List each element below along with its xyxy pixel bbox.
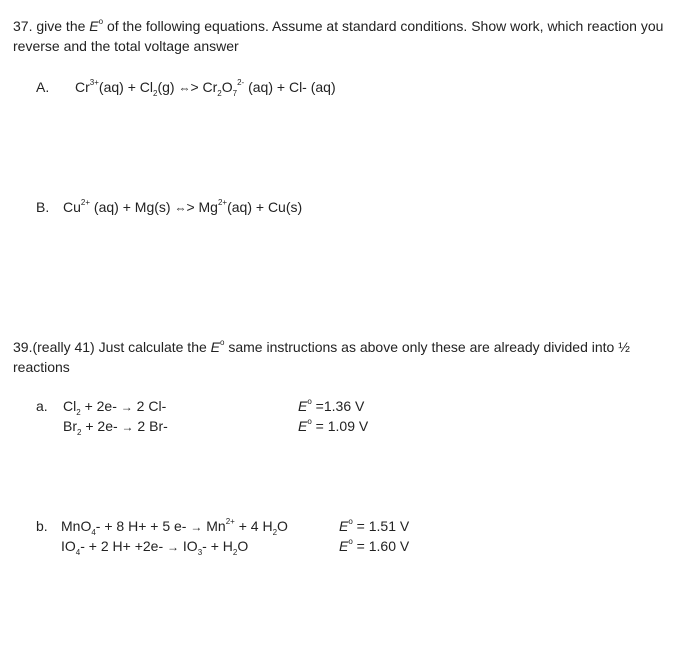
degree-symbol: o [307,397,312,407]
potential-value: = 1.51 V [352,518,410,534]
q39-a-reaction-2 [63,418,168,437]
q37-part-b [36,199,302,215]
e-symbol: E [298,398,308,414]
eq-text: IO [61,538,76,554]
q39-part-a-label: a. [36,398,48,414]
eq-text: (aq) + Cl [98,79,153,95]
right-arrow-icon: → [120,400,133,414]
potential-value: = 1.60 V [352,538,410,554]
q39-a-reaction-1 [63,398,167,417]
degree-symbol: o [348,537,353,547]
degree-symbol: o [98,17,104,27]
potential-value: = 1.09 V [311,418,369,434]
eq-text: (g) [157,79,179,95]
eq-text: O [237,538,249,554]
potential-value: =1.36 V [311,398,365,414]
q39-part-b-label: b. [36,518,48,534]
eq-text: O [221,79,233,95]
eq-text: > Cr [190,79,218,95]
eq-text: O [277,518,288,534]
eq-text: 2 Br- [133,418,168,434]
eq-text: - + 2 H+ +2e- [80,538,168,554]
q39-b-potential-2 [339,538,409,554]
eq-text: + 2e- [81,418,122,434]
eq-sub: 2 [153,88,158,98]
eq-sup: 2+ [225,517,235,527]
eq-text: Cl [63,398,77,414]
eq-sup: 2+ [80,198,91,208]
eq-sub: 7 [232,88,238,98]
eq-sup: 2+ [217,198,228,208]
eq-text: (aq) + Cl- (aq) [244,79,336,95]
eq-sub: 2 [272,527,278,537]
part-a-label: A. [36,79,50,95]
q37-instructions: of the following equations. Assume at standard conditions. Show work, which reaction you reverse and the total voltage answer [13,18,664,54]
e-symbol: E [89,18,99,34]
eq-sup: 2- [237,78,245,88]
eq-text: Cr [75,79,90,95]
q39-a-potential-2 [298,418,368,434]
eq-text: MnO [61,518,92,534]
eq-sub: 2 [232,547,238,557]
q37-intro: 37. give the [13,18,90,34]
question-37-text [13,16,673,56]
question-39-text [13,337,673,377]
eq-sub: 4 [91,527,96,537]
eq-sub: 2 [217,88,222,98]
q39-intro: 39.(really 41) Just calculate the [13,339,211,355]
right-arrow-icon: → [121,420,134,434]
eq-text: (aq) + Cu(s) [227,199,303,215]
e-symbol: E [339,518,349,534]
right-arrow-icon: → [167,540,180,554]
eq-text: + 4 H [234,518,273,534]
equilibrium-arrow-icon: ⇔ [178,81,191,95]
eq-text: 2 Cl- [132,398,167,414]
part-b-label: B. [36,199,50,215]
eq-sub: 4 [75,547,81,557]
q37-part-a [36,78,336,98]
eq-text: Mn [202,518,226,534]
q39-instructions: same instructions as above only these are already divided into ½ reactions [13,339,630,375]
e-symbol: E [210,339,220,355]
equilibrium-arrow-icon: ⇔ [174,201,187,215]
e-symbol: E [298,418,308,434]
eq-text: Br [63,418,77,434]
q39-b-potential-1 [339,518,409,534]
eq-text: - + H [202,538,233,554]
eq-text: Cu [63,199,81,215]
eq-sub: 2 [77,427,82,437]
degree-symbol: o [348,517,353,527]
eq-text: - + 8 H+ + 5 e- [95,518,191,534]
eq-sup: 3+ [89,78,99,88]
eq-text: + 2e- [80,398,121,414]
eq-text: IO [179,538,198,554]
degree-symbol: o [307,417,312,427]
q39-a-potential-1 [298,398,364,414]
q39-b-reaction-1 [61,517,288,537]
degree-symbol: o [220,338,225,348]
eq-text: > Mg [186,199,218,215]
e-symbol: E [339,538,349,554]
eq-text: (aq) + Mg(s) [90,199,175,215]
q39-b-reaction-2 [61,538,249,557]
eq-sub: 3 [197,547,203,557]
eq-sub: 2 [76,407,81,417]
right-arrow-icon: → [190,520,203,534]
